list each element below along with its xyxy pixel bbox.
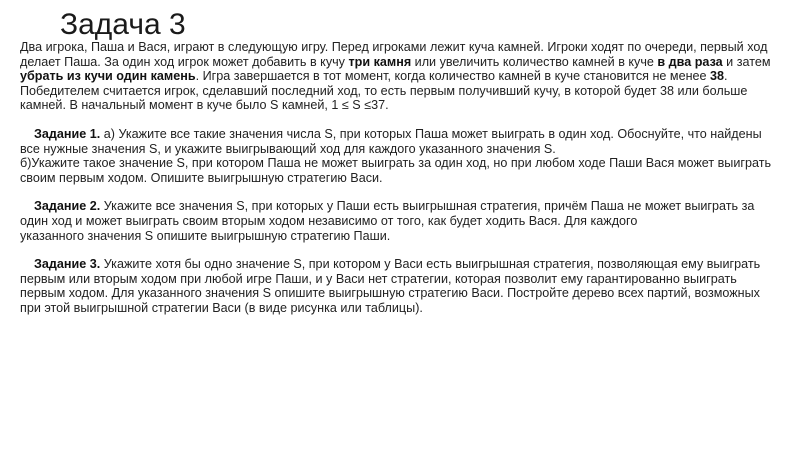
task3-label: Задание 3. (34, 257, 101, 272)
intro-text-2: или увеличить количество камней в куче (411, 54, 658, 69)
task3-text: Укажите хотя бы одно значение S, при котором у Васи есть выигрышная стратегия, позволяющая ему выиграть первым или вторым ходом при любой игре Паши, и у Васи нет стратегии, которая позволит ему гарантированно выиграть первым ходом. Для указанного значения S опишите выигрышную стратегию Васи. Постройте дерево всех партий, возможных при этой выигрышной стратегии Васи (в виде рисунка или таблицы). (20, 257, 761, 315)
intro-bold-double: в два раза (657, 54, 723, 69)
task1-paragraph-a (20, 127, 780, 156)
task2-paragraph-b (20, 229, 780, 244)
slide-title: Задача 3 (60, 8, 186, 41)
task2-label: Задание 2. (34, 199, 101, 214)
intro-bold-38: 38 (710, 69, 725, 84)
task1-text-b: б)Укажите такое значение S, при котором Паша не может выиграть за один ход, но при любом ходе Паши Вася может выиграть своим первым ходом. Опишите выигрышную стратегию Васи. (20, 156, 772, 185)
task1-paragraph-b (20, 156, 780, 185)
intro-text-4: . Игра завершается в тот момент, когда количество камней в куче становится не менее (195, 69, 711, 84)
task2-paragraph-a (20, 199, 780, 228)
slide-content (20, 40, 780, 316)
intro-text-3: и затем (722, 54, 771, 69)
intro-text-1: Два игрока, Паша и Вася, играют в следующую игру. Перед игроками лежит куча камней. Игроки ходят по очереди, первый ход делает Паша. За один ход игрок может добавить в кучу (20, 40, 768, 69)
intro-bold-three-stones: три камня (348, 54, 412, 69)
task3-paragraph (20, 257, 780, 315)
task2-text-b: указанного значения S опишите выигрышную стратегию Паши. (20, 228, 391, 243)
task1-text-a: а) Укажите все такие значения числа S, при которых Паша может выиграть в один ход. Обоснуйте, что найдены все нужные значения S, и укажите выигрывающий ход для каждого указанного значения S. (20, 126, 762, 156)
intro-bold-remove-one: убрать из кучи один камень (20, 69, 196, 84)
task2-text-a: Укажите все значения S, при которых у Паши есть выигрышная стратегия, причём Паша не может выиграть за один ход и может выиграть своим вторым ходом независимо от того, как будет ходить Вася. Для каждого (20, 199, 755, 228)
intro-paragraph (20, 40, 780, 113)
intro-text-5: . Победителем считается игрок, сделавший последний ход, то есть первым получивший кучу, в которой будет 38 или больше камней. В начальный момент в куче было S камней, 1 ≤ S ≤37. (20, 69, 748, 113)
task1-label: Задание 1. (34, 126, 101, 141)
